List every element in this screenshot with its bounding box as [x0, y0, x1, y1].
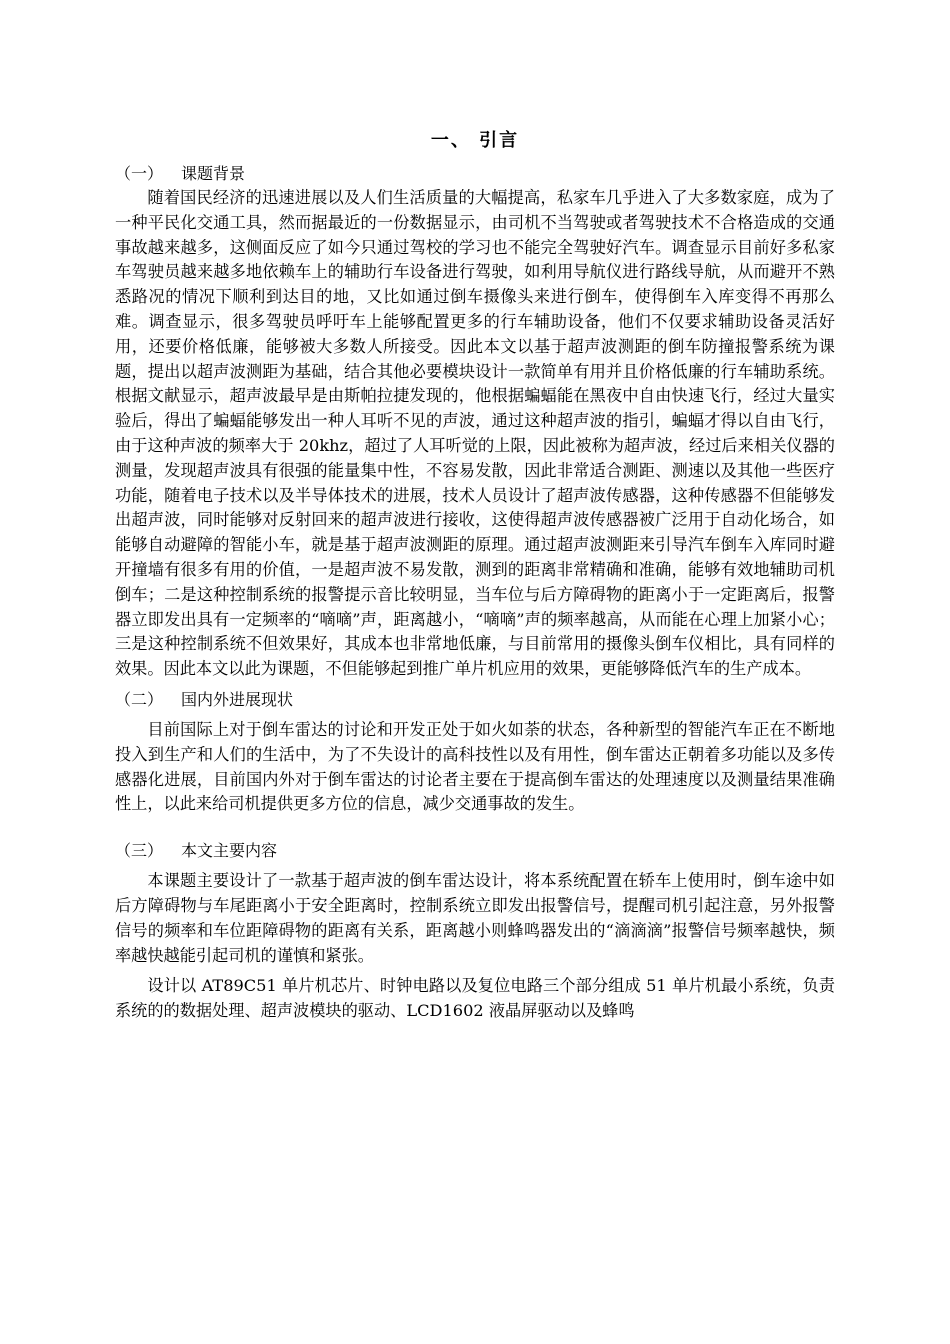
spacer [115, 817, 835, 839]
body-paragraph: 随着国民经济的迅速进展以及人们生活质量的大幅提高，私家车几乎进入了大多数家庭，成为了一种平民化交通工具，然而据最近的一份数据显示，由司机不当驾驶或者驾驶技术不合格造成的交通事故越来越多，这侧面反应了如今只通过驾校的学习也不能完全驾驶好汽车。调查显示目前好多私家车驾驶员越来越多地依赖车上的辅助行车设备进行驾驶，如利用导航仪进行路线导航，从而避开不熟悉路况的情况下顺利到达目的地，又比如通过倒车摄像头来进行倒车，使得倒车入库变得不再那么难。调查显示，很多驾驶员呼吁车上能够配置更多的行车辅助设备，他们不仅要求辅助设备灵活好用，还要价格低廉，能够被大多数人所接受。因此本文以基于超声波测距的倒车防撞报警系统为课题，提出以超声波测距为基础，结合其他必要模块设计一款简单有用并且价格低廉的行车辅助系统。根据文献显示，超声波最早是由斯帕拉捷发现的，他根据蝙蝠能在黑夜中自由快速飞行，经过大量实验后，得出了蝙蝠能够发出一种人耳听不见的声波，通过这种超声波的指引，蝙蝠才得以自由飞行，由于这种声波的频率大于 20khz，超过了人耳听觉的上限，因此被称为超声波，经过后来相关仪器的测量，发现超声波具有很强的能量集中性，不容易发散，因此非常适合测距、测速以及其他一些医疗功能，随着电子技术以及半导体技术的进展，技术人员设计了超声波传感器，这种传感器不但能够发出超声波，同时能够对反射回来的超声波进行接收，这使得超声波传感器被广泛用于自动化场合，如能够自动避障的智能小车，就是基于超声波测距的原理。通过超声波测距来引导汽车倒车入库同时避开撞墙有很多有用的价值，一是超声波不易发散，测到的距离非常精确和准确，能够有效地辅助司机倒车；二是这种控制系统的报警提示音比较明显，当车位与后方障碍物的距离小于一定距离后，报警器立即发出具有一定频率的“嘀嘀”声，距离越小，“嘀嘀”声的频率越高，从而能在心理上加紧小心；三是这种控制系统不但效果好，其成本也非常地低廉，与目前常用的摄像头倒车仪相比，具有同样的效果。因此本文以此为课题，不但能够起到推广单片机应用的效果，更能够降低汽车的生产成本。 [115, 188, 835, 679]
section-number: （三） [115, 841, 164, 861]
section-heading-background [115, 162, 835, 186]
section-title: 本文主要内容 [181, 841, 278, 861]
section-number: （一） [115, 164, 164, 183]
body-paragraph: 本课题主要设计了一款基于超声波的倒车雷达设计，将本系统配置在轿车上使用时，倒车途中如后方障碍物与车尾距离小于安全距离时，控制系统立即发出报警信号，提醒司机引起注意，另外报警信号的频率和车位距障碍物的距离有关系，距离越小则蜂鸣器发出的“滴滴滴”报警信号频率越快，频率越快越能引起司机的谨慎和紧张。 [115, 871, 835, 965]
section-heading-status [115, 688, 835, 712]
section-title: 国内外进展现状 [181, 689, 294, 709]
body-paragraph: 设计以 AT89C51 单片机芯片、时钟电路以及复位电路三个部分组成 51 单片机最小系统，负责系统的的数据处理、超声波模块的驱动、LCD1602 液晶屏驱动以及蜂鸣 [115, 976, 835, 1021]
document-page [115, 128, 835, 1024]
section-title: 课题背景 [181, 164, 246, 183]
body-paragraph: 目前国际上对于倒车雷达的讨论和开发正处于如火如荼的状态，各种新型的智能汽车正在不断地投入到生产和人们的生活中，为了不失设计的高科技性以及有用性，倒车雷达正朝着多功能以及多传感器化进展，目前国内外对于倒车雷达的讨论者主要在于提高倒车雷达的处理速度以及测量结果准确性上，以此来给司机提供更多方位的信息，减少交通事故的发生。 [115, 719, 835, 814]
section-heading-content [115, 839, 835, 863]
section-number: （二） [115, 689, 164, 709]
chapter-title: 一、 引言 [430, 130, 520, 151]
